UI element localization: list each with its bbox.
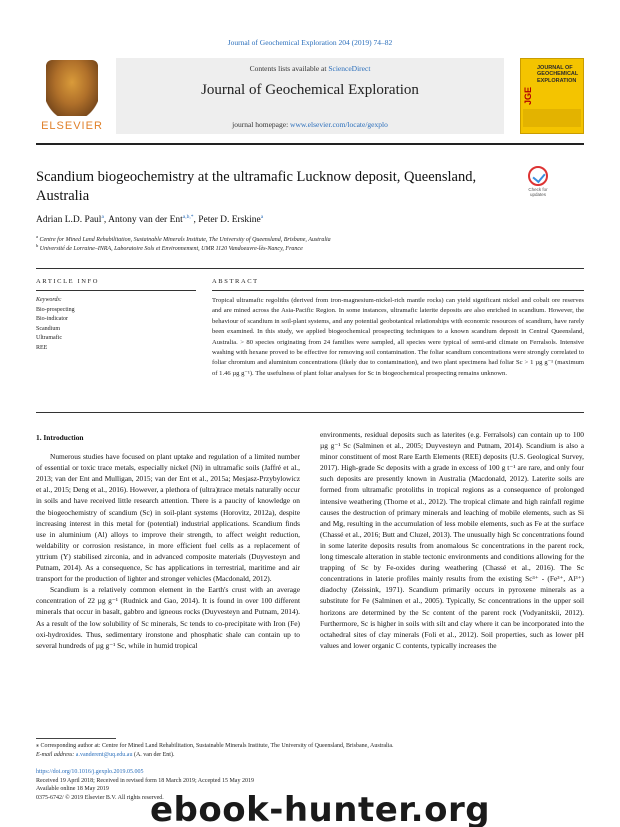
author-affiliation-mark[interactable]: a xyxy=(101,214,104,220)
available-online: Available online 18 May 2019 xyxy=(36,786,109,793)
abstract-text: Tropical ultramafic regoliths (derived from iron-magnesium-nickel-rich mantle rocks) can yield significant nickel and cobalt ore reserves and are mined across the Asia-Pacific Region. In some instances, ultramafic laterite deposits are also enriched in scandium. However, the behaviour of scandium in soil-plant systems, and any potential geobotanical relationships with economic resources of scandium, have rarely been examined. In this study, we applied biogeochemical prospecting techniques to a known scandium deposit in Central Queensland, Australia. > 80 species originating from 24 families were sampled, all species were typical of semi-arid climate on Ferralsols. Intensive washing with hexane proved to be effective for removing soil contamination. The foliar scandium concentrations were strongly correlated to foliar chromium and aluminium concentrations (likely due to contamination), and two plant specimens had foliar Sc > 1 µg g⁻¹ (maximum of 1.46 µg g⁻¹). The usefulness of plant foliar analyses for Sc in biogeochemical prospecting remains unknown. xyxy=(212,297,584,377)
author-affiliation-mark[interactable]: a xyxy=(260,214,264,220)
elsevier-tree-icon xyxy=(46,60,98,116)
body-left-column xyxy=(36,432,300,651)
doi-link[interactable]: https://doi.org/10.1016/j.gexplo.2019.05.005 xyxy=(36,769,144,775)
author-list: Adrian L.D. Paul$^a$, Antony van der Ent$^{a,b,*}$, Peter D. Erskine$^a$ xyxy=(36,214,264,226)
sciencedirect-link[interactable]: ScienceDirect xyxy=(328,64,371,73)
keywords-label: Keywords: xyxy=(36,297,62,303)
journal-cover xyxy=(520,58,584,134)
homepage-line xyxy=(116,120,504,129)
cover-acronym: JGE xyxy=(523,86,533,105)
body-paragraph: environments, residual deposits such as laterites (e.g. Ferralsols) can contain up to 100 µg g⁻¹ Sc (Salminen et al., 2005; Duyvesteyn and Putnam, 2014). Scandium is also a minor constituent of most Rare Earth Elements (REE) deposits (U.S. Geological Survey, 2017). High-grade Sc deposits with a grade in excess of 100 g t⁻¹ are rare, and only four such deposits are presently known in Australia (Macdonald, 2012). Laterite soils are formed from ultramafic protoliths in tropical regions as a consequence of prolonged intensive weathering (Thorne et al., 2012). The tropical climate and high rainfall regime causes the destruction of primary minerals and leaching of mobile elements, such as Si and Mg, resulting in the accumulation of less mobile elements, such as Fe at the surface (Chassé et al., 2016; Butt and Cluzel, 2013). The unusually high Sc concentrations found in some laterite deposits results from anomalous Sc concentrations in the parent rock, long timescale alteration in stable tectonic environments and conditions allowing for the trapping of Sc by Fe-oxides during weathering (Chassé et al., 2016). The Sc concentrations in laterie profiles mainly results from the existing Sc³⁺ - (Fe³⁺, Al³⁺) diadochy (Zeissink, 1971). Scandium primarily occurs in pyroxene minerals as a substitute for Fe (Salminen et al., 2005). Typically, Sc concentrations in the upper soil horizons are determined by the Sc content of the parent rock (Vodyanitskii, 2012). Furthermore, Sc is higher in soils with silt and clay where it can be incorporated into the octahedral sites of clay minerals (Foli et al., 2012). Soil properties, such as lower pH values and lower organic C contents, typically increases the xyxy=(320,430,584,650)
keywords-list xyxy=(36,306,75,353)
affiliation-text: Université de Lorraine–INRA, Laboratoire Sols et Environnement, UMR 1120 Vandoeuvre-lès-Nancy, France xyxy=(39,246,303,252)
body-divider xyxy=(36,412,584,413)
affiliation-mark: b xyxy=(36,243,39,248)
corresponding-author-note: ⁎ Corresponding author at: Centre for Mined Land Rehabilitation, Sustainable Minerals Institute, The University of Queensland, Brisbane, Australia. xyxy=(36,743,394,749)
crossmark-label: Check for updates xyxy=(528,187,548,197)
homepage-prefix: journal homepage: xyxy=(232,120,291,129)
crossmark-button[interactable] xyxy=(524,166,552,202)
email-suffix: (A. van der Ent). xyxy=(132,751,175,758)
masthead-banner xyxy=(116,58,504,134)
keyword: Scandium xyxy=(36,325,60,332)
cover-title-line: GEOCHEMICAL xyxy=(537,71,579,78)
received-dates: Received 19 April 2018; Received in revised form 18 March 2019; Accepted 15 May 2019 xyxy=(36,777,254,784)
affiliation-text: Centre for Mined Land Rehabilitation, Sustainable Minerals Institute, The University of Queensland, Brisbane, Australia xyxy=(39,237,331,243)
keyword: Bio-indicator xyxy=(36,316,68,323)
author-name[interactable]: Peter D. Erskine xyxy=(198,215,261,226)
footnote-rule xyxy=(36,738,116,739)
copyright: 0375-6742/ © 2019 Elsevier B.V. All rights reserved. xyxy=(36,794,164,801)
keyword: Bio-prospecting xyxy=(36,307,75,313)
body-right-column xyxy=(320,429,584,651)
cover-decoration xyxy=(523,109,581,127)
crossmark-icon xyxy=(528,166,548,186)
affiliation xyxy=(36,243,303,252)
keyword: Ultramafic xyxy=(36,335,62,342)
cover-title-line: JOURNAL OF xyxy=(537,65,573,71)
contents-prefix: Contents lists available at xyxy=(249,64,329,73)
info-divider xyxy=(36,268,584,269)
header-divider xyxy=(36,143,584,145)
abstract-rule xyxy=(212,290,584,291)
author-name[interactable]: Antony van der Ent xyxy=(108,215,183,226)
affiliation xyxy=(36,234,331,243)
email-link[interactable]: a.vanderent@uq.edu.au xyxy=(75,751,133,758)
email-label: E-mail address: xyxy=(36,751,76,758)
keyword: REE xyxy=(36,344,48,351)
article-info-rule xyxy=(36,290,196,291)
homepage-link[interactable]: www.elsevier.com/locate/gexplo xyxy=(290,120,388,129)
contents-line xyxy=(116,64,504,73)
author-affiliation-mark[interactable]: a,b,* xyxy=(182,214,194,220)
email-line xyxy=(36,751,584,760)
footnote xyxy=(36,742,584,759)
journal-citation-link[interactable]: Journal of Geochemical Exploration 204 (2019) 74–82 xyxy=(227,38,393,47)
cover-title-line: EXPLORATION xyxy=(537,77,577,84)
cover-title xyxy=(537,65,578,84)
journal-title: Journal of Geochemical Exploration xyxy=(201,82,419,98)
article-info-heading: ARTICLE INFO xyxy=(36,278,100,285)
masthead xyxy=(36,58,584,134)
author-name[interactable]: Adrian L.D. Paul xyxy=(36,215,102,226)
section-title: 1. Introduction xyxy=(36,433,84,442)
watermark: ebook-hunter.org xyxy=(150,790,491,827)
article-title: Scandium biogeochemistry at the ultramafic Lucknow deposit, Queensland, Australia xyxy=(36,169,477,204)
publisher-name: ELSEVIER xyxy=(41,120,103,132)
affiliation-mark: a xyxy=(36,234,38,239)
body-paragraph: Scandium is a relatively common element in the Earth's crust with an average concentration of 22 µg g⁻¹ (Rudnick and Gao, 2014). It is found in over 100 different minerals that occur in basalt, gabbro and igneous rocks (Duyvesteyn and Putnam, 2014). As a result of the low solubility of Sc minerals, Sc tends to co-precipitate with Iron (Fe) oxi-hydroxides. Thus, sedimentary ironstone and phosphatic shale can contain up to several hundreds of µg g⁻¹ Sc, while in humid tropical xyxy=(36,585,300,650)
elsevier-logo xyxy=(36,58,108,134)
body-paragraph: Numerous studies have focused on plant uptake and regulation of a limited number of essential or toxic trace metals, especially nickel (Ni) in ultramafic soils (Jaffré et al., 2013; van der Ent and Mulligan, 2015; van der Ent et al., 2015a; Mesjasz-Przybylowicz et al., 2015; Deng et al., 2016). However, a plethora of (ultra)trace metals naturally occur in soils and have received little research attention. There is a paucity of knowledge on the biogeochemistry of scandium (Sc) in soil-plant systems (Horovitz, 2012a), despite increasing interest in this metal for (potential) industrial applications. Scandium finds use in aluminium (Al) alloys to improve their strength, to affect weight reduction, weldability or corrosion resistance, in more efficient fuel cells as a replacement of yttrium (Y) stabilised zirconia, and in advanced composite materials (Duyvesteyn and Putnam, 2014). As a consequence, Sc has applications in terrestrial, maritime and air transport for the production of lighter and stronger vehicles (Macdonald, 2012). xyxy=(36,452,300,584)
abstract-heading: ABSTRACT xyxy=(212,278,259,285)
